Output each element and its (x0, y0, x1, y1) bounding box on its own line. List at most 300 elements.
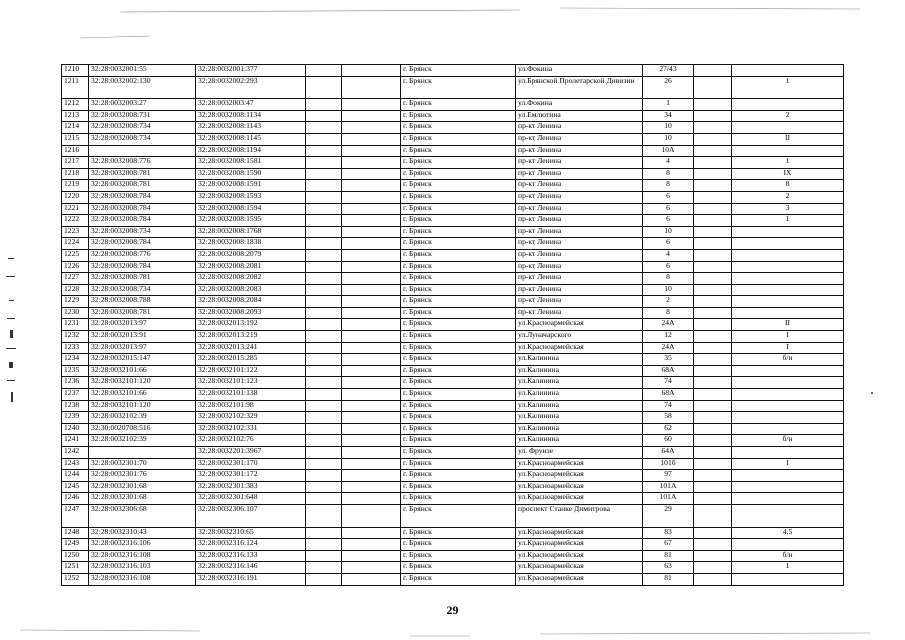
house-number: 101б (643, 458, 694, 470)
house-number: 74 (643, 400, 694, 412)
empty-cell (694, 354, 732, 366)
parent-cadastral-number: 32:28:0032008:781 (89, 307, 196, 319)
apartment-number: 4,5 (732, 527, 844, 539)
row-number: 1230 (62, 307, 89, 319)
cadastral-number: 32:28:0032013:219 (196, 331, 306, 343)
street: пр-кт Ленина (516, 249, 643, 261)
empty-cell (694, 296, 732, 308)
apartment-number (732, 65, 844, 77)
street: ул.Фокина (516, 99, 643, 111)
apartment-number (732, 493, 844, 505)
city: г. Брянск (401, 423, 516, 435)
apartment-number (732, 261, 844, 273)
city: г. Брянск (401, 319, 516, 331)
empty-cell (306, 157, 342, 169)
street: пр-кт Ленина (516, 238, 643, 250)
house-number: 62 (643, 423, 694, 435)
empty-cell (342, 527, 401, 539)
street: ул.Луначарского (516, 331, 643, 343)
street: ул.Красноармейская (516, 481, 643, 493)
house-number: 1 (643, 99, 694, 111)
house-number: 10 (643, 122, 694, 134)
house-number: 12 (643, 331, 694, 343)
empty-cell (306, 539, 342, 551)
apartment-number: б/н (732, 550, 844, 562)
house-number: 4 (643, 157, 694, 169)
empty-cell (694, 238, 732, 250)
apartment-number (732, 122, 844, 134)
empty-cell (694, 400, 732, 412)
city: г. Брянск (401, 493, 516, 505)
row-number: 1216 (62, 145, 89, 157)
table-row (62, 550, 844, 562)
parent-cadastral-number: 32:28:0032008:731 (89, 110, 196, 122)
street: пр-кт Ленина (516, 122, 643, 134)
street: ул.Красноармейская (516, 493, 643, 505)
empty-cell (342, 354, 401, 366)
row-number: 1244 (62, 470, 89, 482)
street: пр-кт Ленина (516, 203, 643, 215)
empty-cell (342, 481, 401, 493)
empty-cell (306, 423, 342, 435)
cadastral-number: 32:28:0032101:138 (196, 389, 306, 401)
parent-cadastral-number: 32:28:0032102:39 (89, 412, 196, 424)
empty-cell (342, 168, 401, 180)
table-row (62, 412, 844, 424)
street: пр-кт Ленина (516, 157, 643, 169)
empty-cell (342, 284, 401, 296)
empty-cell (306, 481, 342, 493)
street: ул.Калинина (516, 423, 643, 435)
street: пр-кт Ленина (516, 284, 643, 296)
empty-cell (342, 99, 401, 111)
parent-cadastral-number: 32:28:0032008:776 (89, 249, 196, 261)
row-number: 1241 (62, 435, 89, 447)
city: г. Брянск (401, 296, 516, 308)
empty-cell (342, 110, 401, 122)
house-number: 27/43 (643, 65, 694, 77)
empty-cell (306, 226, 342, 238)
parent-cadastral-number: 32:28:0032008:781 (89, 180, 196, 192)
empty-cell (342, 562, 401, 574)
parent-cadastral-number: 32:28:0032306:68 (89, 504, 196, 527)
apartment-number: I (732, 342, 844, 354)
parent-cadastral-number: 32:30:0020708:516 (89, 423, 196, 435)
city: г. Брянск (401, 110, 516, 122)
table-row (62, 122, 844, 134)
city: г. Брянск (401, 389, 516, 401)
row-number: 1210 (62, 65, 89, 77)
street: ул.Калинина (516, 377, 643, 389)
cadastral-number: 32:28:0032013:241 (196, 342, 306, 354)
house-number: 74 (643, 377, 694, 389)
cadastral-number: 32:28:0032316:191 (196, 573, 306, 585)
table-row (62, 342, 844, 354)
cadastral-number: 32:28:0032002:293 (196, 76, 306, 99)
cadastral-number: 32:28:0032316:146 (196, 562, 306, 574)
cadastral-number: 32:28:0032008:1593 (196, 191, 306, 203)
apartment-number: II (732, 319, 844, 331)
row-number: 1222 (62, 215, 89, 227)
empty-cell (306, 400, 342, 412)
house-number: 6 (643, 203, 694, 215)
empty-cell (342, 191, 401, 203)
house-number: 10 (643, 284, 694, 296)
empty-cell (306, 249, 342, 261)
row-number: 1211 (62, 76, 89, 99)
table-row (62, 261, 844, 273)
city: г. Брянск (401, 307, 516, 319)
table-row (62, 504, 844, 527)
empty-cell (306, 296, 342, 308)
parent-cadastral-number: 32:28:0032008:734 (89, 122, 196, 134)
city: г. Брянск (401, 504, 516, 527)
row-number: 1223 (62, 226, 89, 238)
city: г. Брянск (401, 65, 516, 77)
cadastral-number: 32:28:0032008:1591 (196, 180, 306, 192)
cadastral-number: 32:28:0032008:2083 (196, 284, 306, 296)
row-number: 1245 (62, 481, 89, 493)
row-number: 1243 (62, 458, 89, 470)
empty-cell (694, 470, 732, 482)
house-number: 64А (643, 447, 694, 459)
street: ул.Красноармейская (516, 562, 643, 574)
cadastral-number: 32:28:0032008:2084 (196, 296, 306, 308)
street: пр-кт Ленина (516, 215, 643, 227)
parent-cadastral-number: 32:28:0032002:130 (89, 76, 196, 99)
empty-cell (306, 99, 342, 111)
parent-cadastral-number: 32:28:0032101:120 (89, 377, 196, 389)
empty-cell (342, 122, 401, 134)
street: ул.Калинина (516, 354, 643, 366)
city: г. Брянск (401, 377, 516, 389)
parent-cadastral-number: 32:28:0032008:784 (89, 261, 196, 273)
empty-cell (306, 458, 342, 470)
parent-cadastral-number: 32:28:0032301:76 (89, 470, 196, 482)
apartment-number (732, 573, 844, 585)
city: г. Брянск (401, 133, 516, 145)
house-number: 97 (643, 470, 694, 482)
empty-cell (342, 319, 401, 331)
empty-cell (694, 504, 732, 527)
empty-cell (694, 481, 732, 493)
empty-cell (306, 180, 342, 192)
row-number: 1229 (62, 296, 89, 308)
city: г. Брянск (401, 180, 516, 192)
apartment-number (732, 296, 844, 308)
empty-cell (694, 423, 732, 435)
house-number: 26 (643, 76, 694, 99)
city: г. Брянск (401, 284, 516, 296)
parent-cadastral-number: 32:28:0032316:108 (89, 573, 196, 585)
empty-cell (694, 342, 732, 354)
apartment-number: 2 (732, 191, 844, 203)
cadastral-number: 32:28:0032008:2093 (196, 307, 306, 319)
parent-cadastral-number (89, 447, 196, 459)
table-row (62, 203, 844, 215)
empty-cell (342, 145, 401, 157)
street: ул.Красноармейская (516, 342, 643, 354)
apartment-number (732, 238, 844, 250)
house-number: 58 (643, 412, 694, 424)
table-row (62, 296, 844, 308)
cadastral-number: 32:28:0032316:133 (196, 550, 306, 562)
parent-cadastral-number: 32:28:0032301:68 (89, 493, 196, 505)
empty-cell (306, 573, 342, 585)
apartment-number (732, 273, 844, 285)
row-number: 1213 (62, 110, 89, 122)
street: пр-кт Ленина (516, 296, 643, 308)
street: пр-кт Ленина (516, 168, 643, 180)
parent-cadastral-number: 32:28:0032008:734 (89, 133, 196, 145)
parent-cadastral-number: 32:28:0032015:147 (89, 354, 196, 366)
apartment-number (732, 249, 844, 261)
table-row (62, 191, 844, 203)
cadastral-number: 32:28:0032008:2082 (196, 273, 306, 285)
empty-cell (342, 203, 401, 215)
empty-cell (694, 539, 732, 551)
page-number: 29 (446, 603, 459, 617)
empty-cell (306, 493, 342, 505)
house-number: 68А (643, 389, 694, 401)
table-row (62, 180, 844, 192)
table-row (62, 249, 844, 261)
empty-cell (306, 527, 342, 539)
empty-cell (694, 261, 732, 273)
house-number: 81 (643, 550, 694, 562)
table-row (62, 99, 844, 111)
parent-cadastral-number: 32:28:0032008:784 (89, 238, 196, 250)
street: ул.Калинина (516, 389, 643, 401)
row-number: 1212 (62, 99, 89, 111)
city: г. Брянск (401, 238, 516, 250)
empty-cell (306, 122, 342, 134)
empty-cell (342, 342, 401, 354)
empty-cell (694, 389, 732, 401)
table-row (62, 470, 844, 482)
apartment-number (732, 504, 844, 527)
house-number: 10А (643, 145, 694, 157)
empty-cell (694, 145, 732, 157)
empty-cell (306, 365, 342, 377)
apartment-number (732, 539, 844, 551)
table-row (62, 110, 844, 122)
empty-cell (342, 238, 401, 250)
apartment-number (732, 377, 844, 389)
empty-cell (342, 76, 401, 99)
row-number: 1221 (62, 203, 89, 215)
empty-cell (342, 65, 401, 77)
row-number: 1248 (62, 527, 89, 539)
empty-cell (342, 331, 401, 343)
cadastral-number: 32:28:0032101:98 (196, 400, 306, 412)
street: ул.Калинина (516, 400, 643, 412)
parent-cadastral-number: 32:28:0032316:103 (89, 562, 196, 574)
empty-cell (342, 550, 401, 562)
table-row (62, 562, 844, 574)
empty-cell (342, 504, 401, 527)
empty-cell (306, 203, 342, 215)
row-number: 1224 (62, 238, 89, 250)
empty-cell (694, 284, 732, 296)
city: г. Брянск (401, 539, 516, 551)
empty-cell (306, 238, 342, 250)
table-row (62, 539, 844, 551)
city: г. Брянск (401, 249, 516, 261)
street: ул.Красноармейская (516, 458, 643, 470)
house-number: 34 (643, 110, 694, 122)
city: г. Брянск (401, 157, 516, 169)
empty-cell (694, 493, 732, 505)
parent-cadastral-number: 32:28:0032102:39 (89, 435, 196, 447)
street: пр-кт Ленина (516, 307, 643, 319)
row-number: 1219 (62, 180, 89, 192)
parent-cadastral-number: 32:28:0032008:734 (89, 284, 196, 296)
street: ул.Красноармейская (516, 573, 643, 585)
table-row (62, 215, 844, 227)
apartment-number (732, 226, 844, 238)
city: г. Брянск (401, 191, 516, 203)
empty-cell (306, 65, 342, 77)
city: г. Брянск (401, 412, 516, 424)
row-number: 1236 (62, 377, 89, 389)
empty-cell (342, 365, 401, 377)
row-number: 1240 (62, 423, 89, 435)
apartment-number (732, 447, 844, 459)
empty-cell (306, 389, 342, 401)
apartment-number: I (732, 331, 844, 343)
empty-cell (342, 458, 401, 470)
row-number: 1250 (62, 550, 89, 562)
house-number: 83 (643, 527, 694, 539)
street: пр-кт Ленина (516, 273, 643, 285)
apartment-number (732, 400, 844, 412)
house-number: 24А (643, 342, 694, 354)
apartment-number (732, 389, 844, 401)
empty-cell (342, 435, 401, 447)
row-number: 1232 (62, 331, 89, 343)
empty-cell (342, 423, 401, 435)
cadastral-number: 32:28:0032316:124 (196, 539, 306, 551)
parent-cadastral-number: 32:28:0032008:784 (89, 215, 196, 227)
apartment-number: I (732, 562, 844, 574)
empty-cell (694, 65, 732, 77)
row-number: 1252 (62, 573, 89, 585)
city: г. Брянск (401, 145, 516, 157)
empty-cell (342, 249, 401, 261)
house-number: 6 (643, 261, 694, 273)
table-row (62, 238, 844, 250)
city: г. Брянск (401, 458, 516, 470)
empty-cell (694, 191, 732, 203)
parent-cadastral-number: 32:28:0032301:70 (89, 458, 196, 470)
empty-cell (306, 550, 342, 562)
house-number: 6 (643, 215, 694, 227)
table-row (62, 168, 844, 180)
table-row (62, 493, 844, 505)
empty-cell (694, 203, 732, 215)
row-number: 1220 (62, 191, 89, 203)
apartment-number (732, 145, 844, 157)
empty-cell (342, 539, 401, 551)
row-number: 1225 (62, 249, 89, 261)
empty-cell (342, 180, 401, 192)
parent-cadastral-number: 32:28:0032008:781 (89, 168, 196, 180)
empty-cell (694, 435, 732, 447)
empty-cell (342, 377, 401, 389)
parent-cadastral-number: 32:28:0032013:97 (89, 319, 196, 331)
house-number: 8 (643, 307, 694, 319)
parent-cadastral-number: 32:28:0032316:106 (89, 539, 196, 551)
city: г. Брянск (401, 76, 516, 99)
empty-cell (342, 470, 401, 482)
empty-cell (306, 377, 342, 389)
cadastral-number: 32:28:0032013:192 (196, 319, 306, 331)
cadastral-number: 32:28:0032001:377 (196, 65, 306, 77)
house-number: 60 (643, 435, 694, 447)
parent-cadastral-number: 32:28:0032008:781 (89, 273, 196, 285)
house-number: 8 (643, 180, 694, 192)
apartment-number (732, 284, 844, 296)
cadastral-number: 32:28:0032008:1838 (196, 238, 306, 250)
empty-cell (342, 215, 401, 227)
street: ул.Калинина (516, 365, 643, 377)
house-number: 81 (643, 573, 694, 585)
row-number: 1214 (62, 122, 89, 134)
street: пр-кт Ленина (516, 261, 643, 273)
cadastral-number: 32:28:0032008:1145 (196, 133, 306, 145)
table-row (62, 354, 844, 366)
parent-cadastral-number: 32:28:0032013:97 (89, 342, 196, 354)
house-number: 6 (643, 238, 694, 250)
city: г. Брянск (401, 203, 516, 215)
empty-cell (694, 331, 732, 343)
cadastral-number: 32:28:0032008:1581 (196, 157, 306, 169)
empty-cell (694, 273, 732, 285)
apartment-number (732, 481, 844, 493)
empty-cell (342, 133, 401, 145)
city: г. Брянск (401, 470, 516, 482)
table-row (62, 365, 844, 377)
apartment-number: 1 (732, 76, 844, 99)
empty-cell (306, 284, 342, 296)
parent-cadastral-number: 32:28:0032008:734 (89, 226, 196, 238)
empty-cell (694, 180, 732, 192)
empty-cell (694, 527, 732, 539)
table-row (62, 447, 844, 459)
row-number: 1227 (62, 273, 89, 285)
house-number: 24А (643, 319, 694, 331)
table-row (62, 458, 844, 470)
street: пр-кт Ленина (516, 226, 643, 238)
street: ул.Красноармейская (516, 470, 643, 482)
city: г. Брянск (401, 331, 516, 343)
empty-cell (342, 307, 401, 319)
apartment-number (732, 470, 844, 482)
apartment-number: 1 (732, 157, 844, 169)
empty-cell (306, 504, 342, 527)
empty-cell (342, 273, 401, 285)
street: ул.Красноармейская (516, 550, 643, 562)
apartment-number (732, 423, 844, 435)
apartment-number: I (732, 458, 844, 470)
cadastral-number: 32:28:0032008:1143 (196, 122, 306, 134)
city: г. Брянск (401, 527, 516, 539)
street: проспект Станке Димитрова (516, 504, 643, 527)
empty-cell (694, 307, 732, 319)
city: г. Брянск (401, 261, 516, 273)
empty-cell (306, 191, 342, 203)
